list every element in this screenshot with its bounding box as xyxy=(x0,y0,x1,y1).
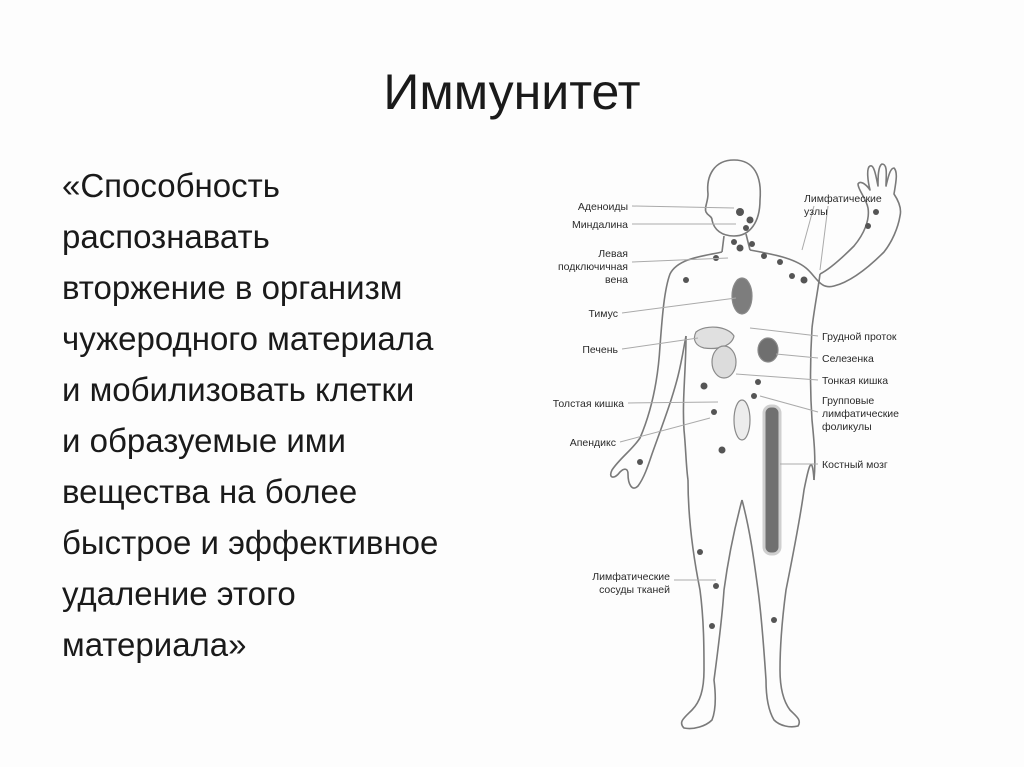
quote-line: чужеродного материала xyxy=(62,320,434,357)
label-thoracic-duct: Грудной проток xyxy=(822,331,897,343)
label-appendix: Апендикс xyxy=(569,437,616,449)
label-colon: Толстая кишка xyxy=(552,398,624,410)
body-outline xyxy=(611,160,901,729)
label-bone-marrow: Костный мозг xyxy=(822,459,888,471)
quote-line: и образуемые ими xyxy=(62,422,346,459)
organs xyxy=(694,278,780,554)
label-small-intestine: Тонкая кишка xyxy=(822,375,889,387)
label-subclavian-2: подключичная xyxy=(557,261,628,273)
bone-marrow-shape xyxy=(764,406,780,554)
quote-line: и мобилизовать клетки xyxy=(62,371,415,408)
label-vessels-1: Лимфатические xyxy=(592,571,670,583)
label-subclavian-3: вена xyxy=(605,274,628,286)
label-peyer-3: фоликулы xyxy=(822,421,872,433)
liver-shape xyxy=(694,327,734,348)
label-vessels-2: сосуды тканей xyxy=(599,584,670,596)
body-diagram xyxy=(528,150,968,750)
label-thymus: Тимус xyxy=(588,308,618,320)
spleen-shape xyxy=(758,338,778,362)
label-tonsil: Миндалина xyxy=(571,219,628,231)
slide-title: Иммунитет xyxy=(383,64,641,120)
label-subclavian-1: Левая xyxy=(598,248,628,260)
quote-line: вещества на более xyxy=(62,473,358,510)
quote-line: быстрое и эффективное xyxy=(62,524,439,561)
lymphatic-system-figure xyxy=(528,150,968,750)
label-spleen: Селезенка xyxy=(822,353,874,365)
quote-line: удаление этого xyxy=(62,575,296,612)
quote-line: распознавать xyxy=(62,218,270,255)
quote-line: «Способность xyxy=(62,167,280,204)
label-nodes-1: Лимфатические xyxy=(804,193,882,205)
genital-shape xyxy=(734,400,750,440)
definition-quote xyxy=(62,160,522,670)
label-nodes-2: узлы xyxy=(804,206,828,218)
right-labels xyxy=(804,193,899,471)
thymus-shape xyxy=(732,278,752,314)
quote-line: материала» xyxy=(62,626,247,663)
label-peyer-2: лимфатические xyxy=(822,408,899,420)
label-adenoids: Аденоиды xyxy=(577,201,628,213)
label-peyer-1: Групповые xyxy=(822,395,875,407)
quote-line: вторжение в организм xyxy=(62,269,403,306)
intestine-shape xyxy=(712,346,736,378)
label-liver: Печень xyxy=(582,344,618,356)
